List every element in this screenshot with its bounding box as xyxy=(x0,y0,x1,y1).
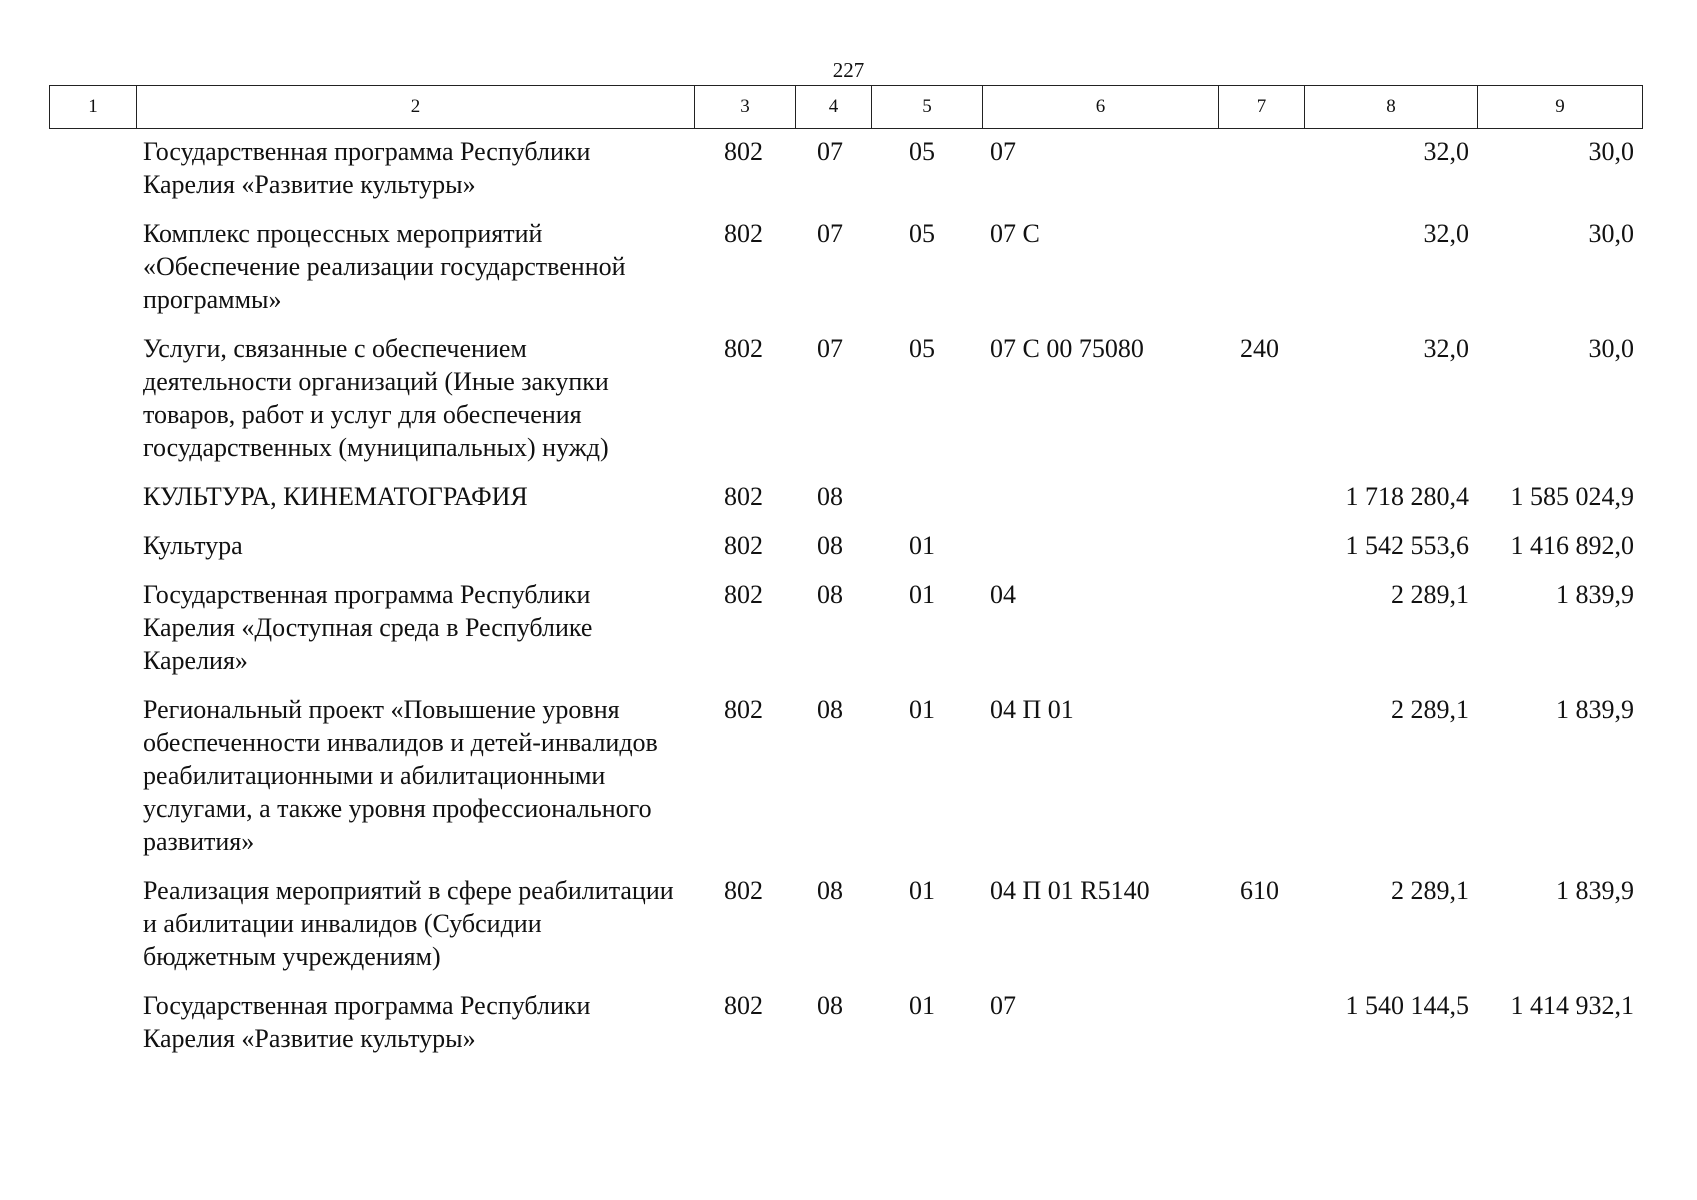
expense-type-code: 240 xyxy=(1240,334,1279,363)
target-article-code: 07 С xyxy=(990,219,1040,248)
amount-col-9: 1 839,9 xyxy=(1556,695,1634,724)
expense-type-code xyxy=(1218,474,1304,523)
table-row xyxy=(49,868,1642,983)
expense-type-code xyxy=(1218,572,1304,687)
table-row xyxy=(49,572,1642,687)
section-code: 08 xyxy=(817,482,843,511)
column-number-header xyxy=(49,85,1643,129)
header-cell: 5 xyxy=(872,86,983,129)
ministry-code: 802 xyxy=(724,695,763,724)
amount-col-8: 1 542 553,6 xyxy=(1345,531,1469,560)
ministry-code: 802 xyxy=(724,580,763,609)
header-cell: 4 xyxy=(796,86,872,129)
subsection-code: 01 xyxy=(909,991,935,1020)
expense-type-code: 610 xyxy=(1240,876,1279,905)
table-row xyxy=(49,326,1642,474)
ministry-code: 802 xyxy=(724,334,763,363)
amount-col-9: 1 585 024,9 xyxy=(1510,482,1634,511)
ministry-code: 802 xyxy=(724,482,763,511)
amount-col-9: 1 414 932,1 xyxy=(1510,991,1634,1020)
amount-col-8: 2 289,1 xyxy=(1391,876,1469,905)
amount-col-8: 32,0 xyxy=(1423,137,1469,166)
subsection-code xyxy=(871,474,982,523)
header-cell: 2 xyxy=(137,86,695,129)
row-name: Государственная программа Республики Карелия «Развитие культуры» xyxy=(143,137,591,199)
header-cell: 8 xyxy=(1305,86,1478,129)
amount-col-9: 30,0 xyxy=(1588,219,1634,248)
header-cell: 7 xyxy=(1219,86,1305,129)
target-article-code: 04 П 01 xyxy=(990,695,1074,724)
section-code: 08 xyxy=(817,580,843,609)
amount-col-9: 1 839,9 xyxy=(1556,876,1634,905)
expense-type-code xyxy=(1218,129,1304,211)
header-row xyxy=(50,86,1643,129)
amount-col-8: 2 289,1 xyxy=(1391,580,1469,609)
ministry-code: 802 xyxy=(724,991,763,1020)
amount-col-9: 1 839,9 xyxy=(1556,580,1634,609)
header-cell: 1 xyxy=(50,86,137,129)
ministry-code: 802 xyxy=(724,876,763,905)
amount-col-8: 1 718 280,4 xyxy=(1345,482,1469,511)
amount-col-9: 30,0 xyxy=(1588,334,1634,363)
row-name: Региональный проект «Повышение уровня обеспеченности инвалидов и детей-инвалидов реабилитационными и абилитационными услугами, а также уровня профессионального развития» xyxy=(143,695,658,856)
section-code: 08 xyxy=(817,991,843,1020)
ministry-code: 802 xyxy=(724,219,763,248)
amount-col-8: 32,0 xyxy=(1423,334,1469,363)
subsection-code: 01 xyxy=(909,876,935,905)
header-cell: 9 xyxy=(1478,86,1643,129)
table-row xyxy=(49,129,1642,211)
section-code: 08 xyxy=(817,876,843,905)
table-row xyxy=(49,474,1642,523)
amount-col-8: 32,0 xyxy=(1423,219,1469,248)
section-code: 08 xyxy=(817,531,843,560)
expense-type-code xyxy=(1218,211,1304,326)
target-article-code: 07 xyxy=(990,137,1016,166)
budget-table xyxy=(49,129,1642,1065)
target-article-code xyxy=(982,474,1218,523)
header-cell: 6 xyxy=(983,86,1219,129)
table-row xyxy=(49,211,1642,326)
subsection-code: 05 xyxy=(909,137,935,166)
amount-col-8: 1 540 144,5 xyxy=(1345,991,1469,1020)
ministry-code: 802 xyxy=(724,137,763,166)
row-name: Услуги, связанные с обеспечением деятельности организаций (Иные закупки товаров, работ и услуг для обеспечения государственных (муниципальных) нужд) xyxy=(143,334,609,462)
target-article-code: 04 П 01 R5140 xyxy=(990,876,1150,905)
target-article-code: 07 xyxy=(990,991,1016,1020)
target-article-code: 07 С 00 75080 xyxy=(990,334,1144,363)
row-name: Государственная программа Республики Карелия «Развитие культуры» xyxy=(143,991,591,1053)
header-cell: 3 xyxy=(695,86,796,129)
table-row xyxy=(49,687,1642,868)
table-row xyxy=(49,523,1642,572)
page-number: 227 xyxy=(832,58,865,82)
subsection-code: 05 xyxy=(909,219,935,248)
expense-type-code xyxy=(1218,523,1304,572)
expense-type-code xyxy=(1218,983,1304,1065)
section-code: 07 xyxy=(817,219,843,248)
row-name: КУЛЬТУРА, КИНЕМАТОГРАФИЯ xyxy=(143,482,528,511)
amount-col-9: 1 416 892,0 xyxy=(1510,531,1634,560)
row-name: Реализация мероприятий в сфере реабилитации и абилитации инвалидов (Субсидии бюджетным учреждениям) xyxy=(143,876,674,971)
section-code: 07 xyxy=(817,137,843,166)
row-name: Комплекс процессных мероприятий «Обеспечение реализации государственной программы» xyxy=(143,219,626,314)
amount-col-9: 30,0 xyxy=(1588,137,1634,166)
table-row xyxy=(49,983,1642,1065)
row-name: Государственная программа Республики Карелия «Доступная среда в Республике Карелия» xyxy=(143,580,593,675)
subsection-code: 05 xyxy=(909,334,935,363)
subsection-code: 01 xyxy=(909,580,935,609)
row-name: Культура xyxy=(143,531,243,560)
subsection-code: 01 xyxy=(909,531,935,560)
ministry-code: 802 xyxy=(724,531,763,560)
section-code: 07 xyxy=(817,334,843,363)
amount-col-8: 2 289,1 xyxy=(1391,695,1469,724)
subsection-code: 01 xyxy=(909,695,935,724)
section-code: 08 xyxy=(817,695,843,724)
target-article-code xyxy=(982,523,1218,572)
target-article-code: 04 xyxy=(990,580,1016,609)
expense-type-code xyxy=(1218,687,1304,868)
